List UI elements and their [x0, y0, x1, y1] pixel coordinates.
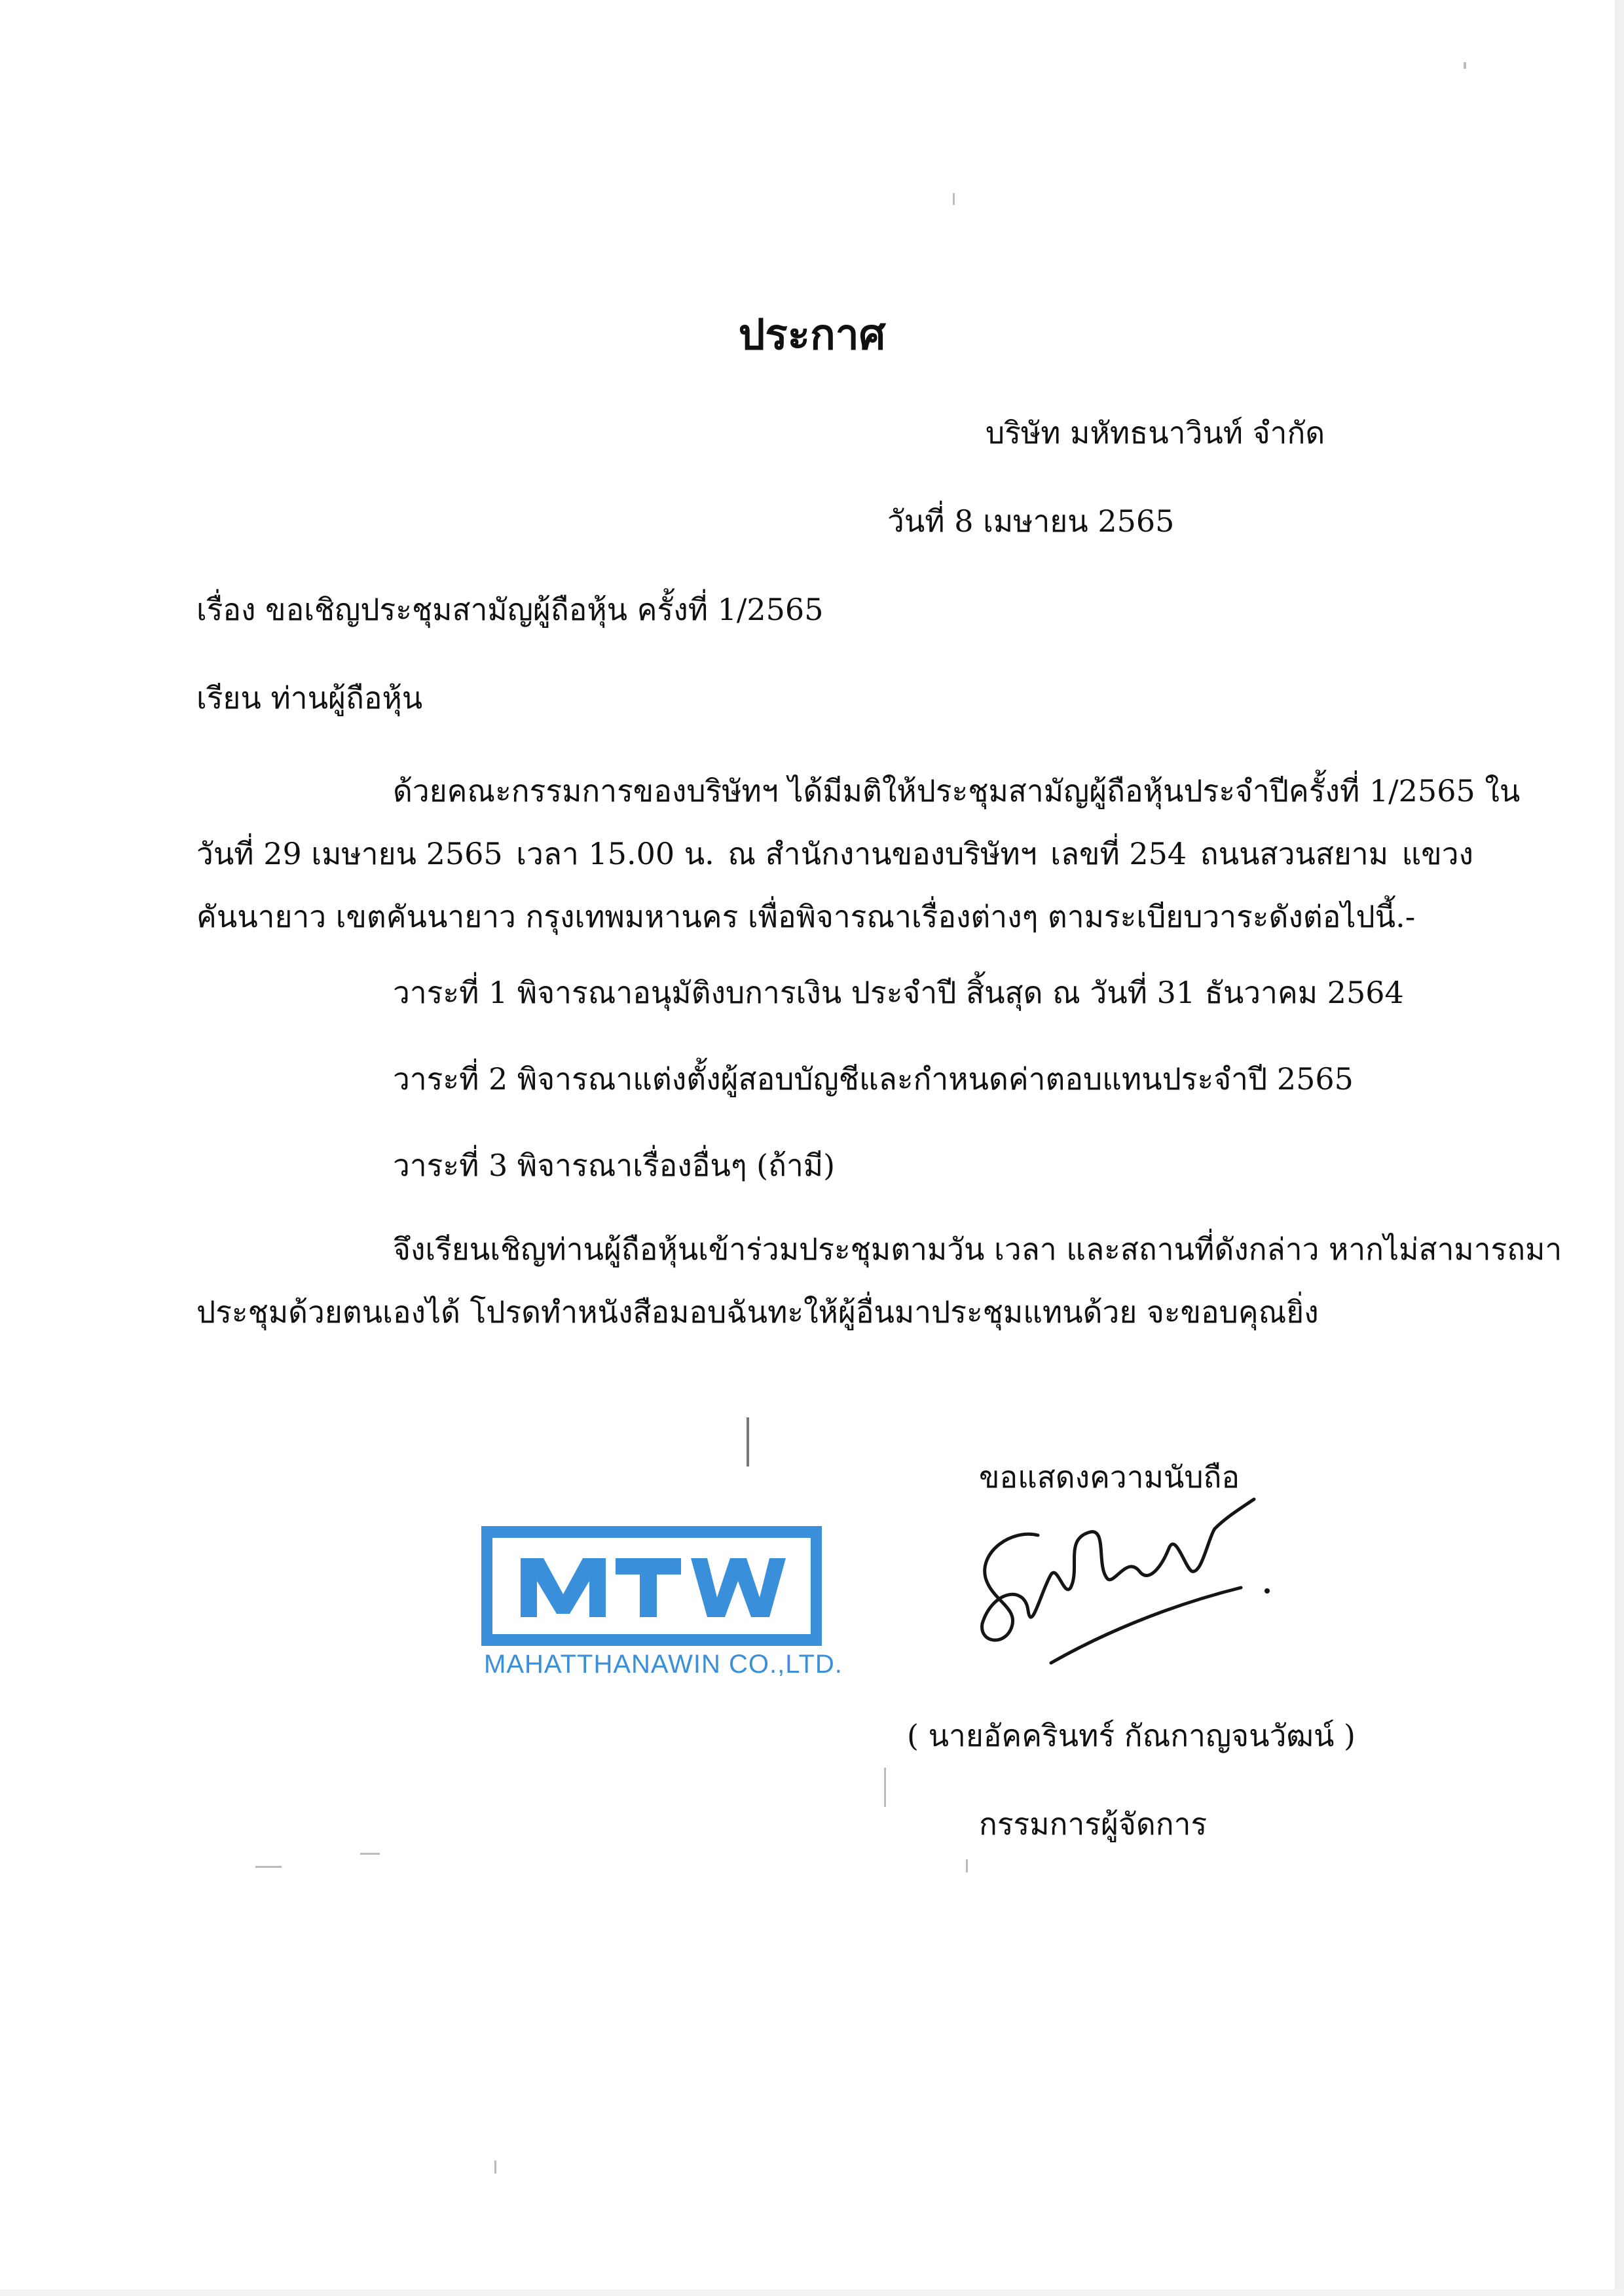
- regards-line: ขอแสดงความนับถือ: [979, 1459, 1240, 1495]
- agenda-item-2: วาระที่ 2 พิจารณาแต่งตั้งผู้สอบบัญชีและกำหนดค่าตอบแทนประจำปี 2565: [393, 1061, 1354, 1097]
- signature-image: [966, 1493, 1293, 1669]
- body-line-1-part-a: ด้วยคณะกรรมการของบริษัทฯ ได้มีมติให้ประชุมสามัญผู้ถือหุ้นประจำปี: [393, 773, 1289, 809]
- body-line-2-date: วันที่ 29 เมษายน 2565: [196, 836, 503, 871]
- scan-mark: [747, 1417, 749, 1467]
- scan-right-edge: [1615, 0, 1624, 2296]
- scan-speck: [360, 1853, 380, 1855]
- signatory-name: ( นายอัคครินทร์ กัณกาญจนวัฒน์ ): [907, 1718, 1356, 1753]
- stamp-logo-mark: [481, 1525, 822, 1650]
- scan-bottom-edge: [0, 2289, 1624, 2296]
- closing-line-1: จึงเรียนเชิญท่านผู้ถือหุ้นเข้าร่วมประชุมตามวัน เวลา และสถานที่ดังกล่าว หากไม่สามารถมา: [393, 1231, 1562, 1267]
- company-stamp-logo: [481, 1525, 843, 1689]
- scan-speck: [953, 193, 955, 205]
- body-line-1-part-b: ครั้งที่ 1/2565 ใน: [1289, 773, 1521, 809]
- agenda-item-3: วาระที่ 3 พิจารณาเรื่องอื่นๆ (ถ้ามี): [393, 1148, 836, 1183]
- closing-paragraph: [196, 1218, 1562, 1343]
- subject-line: เรื่อง ขอเชิญประชุมสามัญผู้ถือหุ้น ครั้งที่ 1/2565: [196, 592, 824, 627]
- salutation-line: เรียน ท่านผู้ถือหุ้น: [196, 680, 423, 716]
- body-line-2-subdistrict: แขวง: [1401, 836, 1473, 871]
- body-line-3: คันนายาว เขตคันนายาว กรุงเทพมหานคร เพื่อพิจารณาเรื่องต่างๆ ตามระเบียบวาระดังต่อไปนี้.-: [196, 899, 1416, 934]
- body-line-2-time: เวลา 15.00 น.: [516, 836, 714, 871]
- scan-speck: [966, 1859, 968, 1872]
- agenda-item-1: วาระที่ 1 พิจารณาอนุมัติงบการเงิน ประจำปี สิ้นสุด ณ วันที่ 31 ธันวาคม 2564: [393, 975, 1404, 1010]
- document-title: ประกาศ: [738, 310, 886, 359]
- document-date: วันที่ 8 เมษายน 2565: [887, 503, 1175, 539]
- company-name: บริษัท มหัทธนาวินท์ จำกัด: [986, 415, 1325, 450]
- stamp-company-name: MAHATTHANAWIN CO.,LTD.: [484, 1650, 843, 1679]
- signatory-position: กรรมการผู้จัดการ: [979, 1806, 1208, 1842]
- scan-speck: [1464, 62, 1466, 69]
- body-line-2: [196, 822, 1473, 885]
- body-line-2-road: ถนนสวนสยาม: [1200, 836, 1389, 871]
- scan-speck: [494, 2160, 496, 2174]
- scan-speck: [255, 1866, 282, 1868]
- body-line-2-place: ณ สำนักงานของบริษัทฯ: [728, 836, 1037, 871]
- body-line-1: [196, 759, 1521, 822]
- closing-line-2: ประชุมด้วยตนเองได้ โปรดทำหนังสือมอบฉันทะให้ผู้อื่นมาประชุมแทนด้วย จะขอบคุณยิ่ง: [196, 1294, 1319, 1330]
- body-paragraph: [196, 759, 1521, 948]
- scan-speck: [884, 1768, 886, 1807]
- body-line-2-number: เลขที่ 254: [1050, 836, 1187, 871]
